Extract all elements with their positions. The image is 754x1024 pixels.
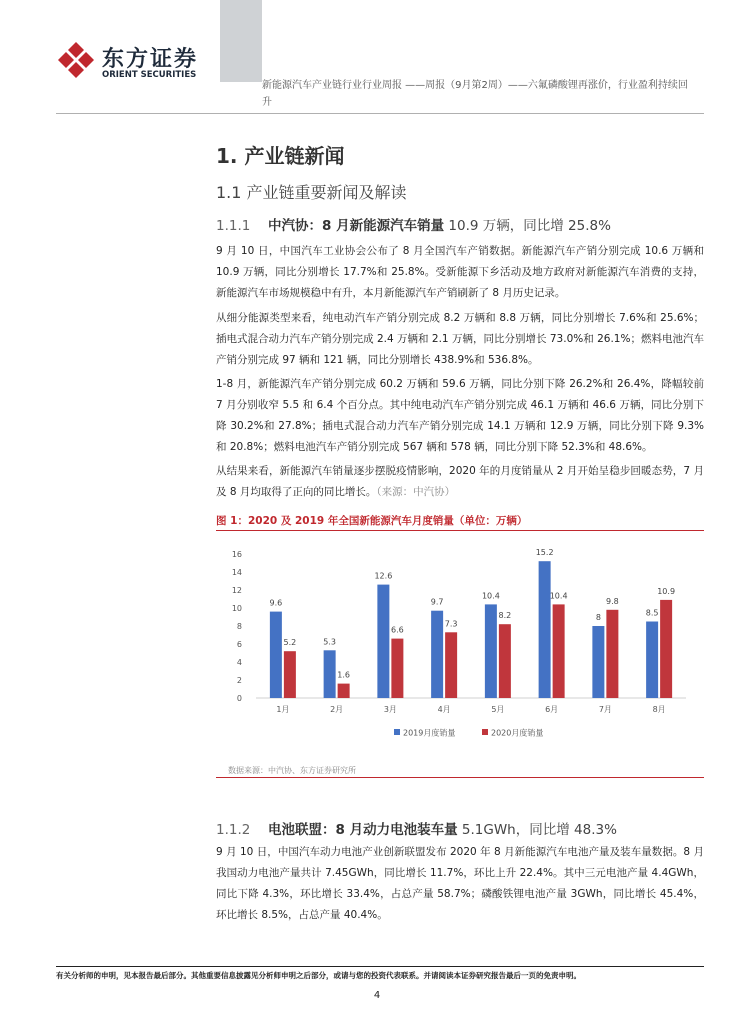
bar-2020 <box>338 684 350 698</box>
paragraph-3: 1-8 月，新能源汽车产销分别完成 60.2 万辆和 59.6 万辆，同比分别下降 26.2%和 26.4%，降幅较前 7 月分别收窄 5.5 和 6.4 个百分点。其中纯电动汽车产销分别完成 46.1 万辆和 46.6 万辆，同比分别下降 30.2%和 27.8%；插电式混合动力汽车产销分别完成 14.1 万辆和 12.9 万辆，同比分别下降 9.3%和 20.8%；燃料电池汽车产销分别完成 567 辆和 578 辆，同比分别下降 52.3%和 48.6%。 <box>216 378 704 453</box>
bar-value-label: 15.2 <box>535 548 554 558</box>
bar-2019 <box>485 604 497 698</box>
bar-value-label: 9.6 <box>269 598 283 608</box>
bar-2020 <box>445 632 457 698</box>
bar-2020 <box>606 610 618 698</box>
y-tick-label: 0 <box>236 694 242 703</box>
bar-value-label: 12.6 <box>374 571 393 581</box>
bar-2020 <box>284 651 296 698</box>
bar-value-label: 9.8 <box>606 596 619 606</box>
y-tick-label: 4 <box>236 658 242 667</box>
bar-2019 <box>646 622 658 699</box>
x-tick-label: 8月 <box>652 705 666 714</box>
bar-2020 <box>553 604 565 698</box>
x-tick-label: 4月 <box>437 705 451 714</box>
bar-value-label: 9.7 <box>430 597 444 607</box>
footer-disclaimer: 有关分析师的申明，见本报告最后部分。其他重要信息披露见分析师申明之后部分，或请与您的投资代表联系。并请阅读本证券研究报告最后一页的免责申明。 <box>56 971 581 980</box>
paragraph-2: 从细分能源类型来看，纯电动汽车产销分别完成 8.2 万辆和 8.8 万辆，同比分别增长 7.6%和 25.6%；插电式混合动力汽车产销分别完成 2.4 万辆和 2.1 万辆，同比分别增长 73.0%和 26.1%；燃料电池汽车产销分别完成 97 辆和 121 辆，同比分别增长 438.9%和 536.8%。 <box>216 312 704 366</box>
bar-value-label: 8.2 <box>498 611 512 621</box>
bar-2019 <box>539 561 551 698</box>
paragraph-1: 9 月 10 日，中国汽车工业协会公布了 8 月全国汽车产销数据。新能源汽车产销分别完成 10.6 万辆和 10.9 万辆，同比分别增长 17.7%和 25.8%。受新能源下乡活动及地方政府对新能源汽车消费的支持，新能源汽车市场规模稳中有升，本月新能源汽车产销刷新了 8 月历史记录。 <box>216 245 704 299</box>
y-tick-label: 12 <box>231 586 242 595</box>
bar-value-label: 10.9 <box>657 586 676 596</box>
monthly-sales-chart <box>216 536 704 758</box>
header-divider <box>56 113 704 114</box>
bar-value-label: 8.5 <box>645 608 659 618</box>
y-tick-label: 16 <box>231 550 242 559</box>
logo-english-name: ORIENT SECURITIES <box>102 70 197 80</box>
bar-value-label: 5.2 <box>283 638 297 648</box>
news-heading-2-tail: 5.1GWh，同比增 48.3% <box>461 822 617 838</box>
bar-value-label: 6.6 <box>391 625 404 635</box>
paragraph-4 <box>216 461 704 503</box>
bar-2019 <box>270 612 282 698</box>
paragraph-4-source: （来源：中汽协） <box>376 486 456 498</box>
figure-title: 图 1：2020 及 2019 年全国新能源汽车月度销量（单位：万辆） <box>216 515 528 527</box>
y-tick-label: 6 <box>236 640 242 649</box>
legend-swatch-2020 <box>482 729 488 735</box>
subsection-heading: 1.1 产业链重要新闻及解读 <box>216 183 407 202</box>
news-heading-1-title: 中汽协：8 月新能源汽车销量 <box>268 218 445 234</box>
section-heading: 1. 产业链新闻 <box>216 144 345 168</box>
bar-value-label: 10.4 <box>549 591 568 601</box>
x-tick-label: 7月 <box>598 705 612 714</box>
x-tick-label: 5月 <box>491 705 505 714</box>
paragraph-4-text: 从结果来看，新能源汽车销量逐步摆脱疫情影响，2020 年的月度销量从 2 月开始呈稳步回暖态势，7 月及 8 月均取得了正向的同比增长。 <box>216 465 704 498</box>
company-logo <box>56 40 216 86</box>
news-heading-2 <box>216 818 617 838</box>
x-tick-label: 6月 <box>545 705 559 714</box>
news-heading-1-number: 1.1.1 <box>216 218 251 234</box>
bar-2019 <box>592 626 604 698</box>
y-tick-label: 10 <box>231 604 242 613</box>
y-tick-label: 8 <box>236 622 242 631</box>
x-tick-label: 2月 <box>330 705 344 714</box>
legend-label: 2019月度销量 <box>403 728 456 738</box>
bar-2020 <box>660 600 672 698</box>
bar-value-label: 5.3 <box>323 637 336 647</box>
bar-2019 <box>324 650 336 698</box>
bar-2020 <box>391 639 403 698</box>
bar-2020 <box>499 624 511 698</box>
report-header-title: 新能源汽车产业链行业行业周报 ——周报（9月第2周）——六氟磷酸锂再涨价，行业盈利持续回升 <box>262 80 688 108</box>
y-tick-label: 14 <box>231 568 242 577</box>
x-tick-label: 3月 <box>383 705 397 714</box>
news-heading-2-title: 电池联盟：8 月动力电池装车量 <box>268 822 458 838</box>
figure-bottom-rule <box>216 777 704 778</box>
page-number: 4 <box>373 990 381 1001</box>
logo-chinese-name: 东方证券 <box>102 47 199 72</box>
news-heading-1-tail: 10.9 万辆，同比增 25.8% <box>448 218 611 234</box>
footer-divider <box>56 966 704 967</box>
x-tick-label: 1月 <box>276 705 290 714</box>
news-heading-2-number: 1.1.2 <box>216 822 251 838</box>
paragraph-5: 9 月 10 日，中国汽车动力电池产业创新联盟发布 2020 年 8 月新能源汽车电池产量及装车量数据。8 月我国动力电池产量共计 7.45GWh，同比增长 11.7%，环比上升 22.4%。其中三元电池产量 4.4GWh，同比下降 4.3%，环比增长 33.4%，占总产量 58.7%；磷酸铁锂电池产量 3GWh，同比增长 45.4%，环比增长 8.5%，占总产量 40.4%。 <box>216 846 704 921</box>
legend-label: 2020月度销量 <box>491 728 544 738</box>
bar-value-label: 7.3 <box>444 619 458 629</box>
header-accent-bar <box>220 0 262 82</box>
bar-value-label: 8 <box>595 613 601 622</box>
bar-2019 <box>431 611 443 698</box>
legend-swatch-2019 <box>394 729 400 735</box>
orient-logo-icon <box>56 40 96 80</box>
bar-value-label: 1.6 <box>337 670 350 680</box>
news-heading-1 <box>216 214 611 234</box>
figure-source: 数据来源：中汽协、东方证券研究所 <box>228 766 356 775</box>
figure-top-rule <box>216 530 704 531</box>
bar-value-label: 10.4 <box>481 591 500 601</box>
y-tick-label: 2 <box>236 676 242 685</box>
bar-2019 <box>377 585 389 698</box>
